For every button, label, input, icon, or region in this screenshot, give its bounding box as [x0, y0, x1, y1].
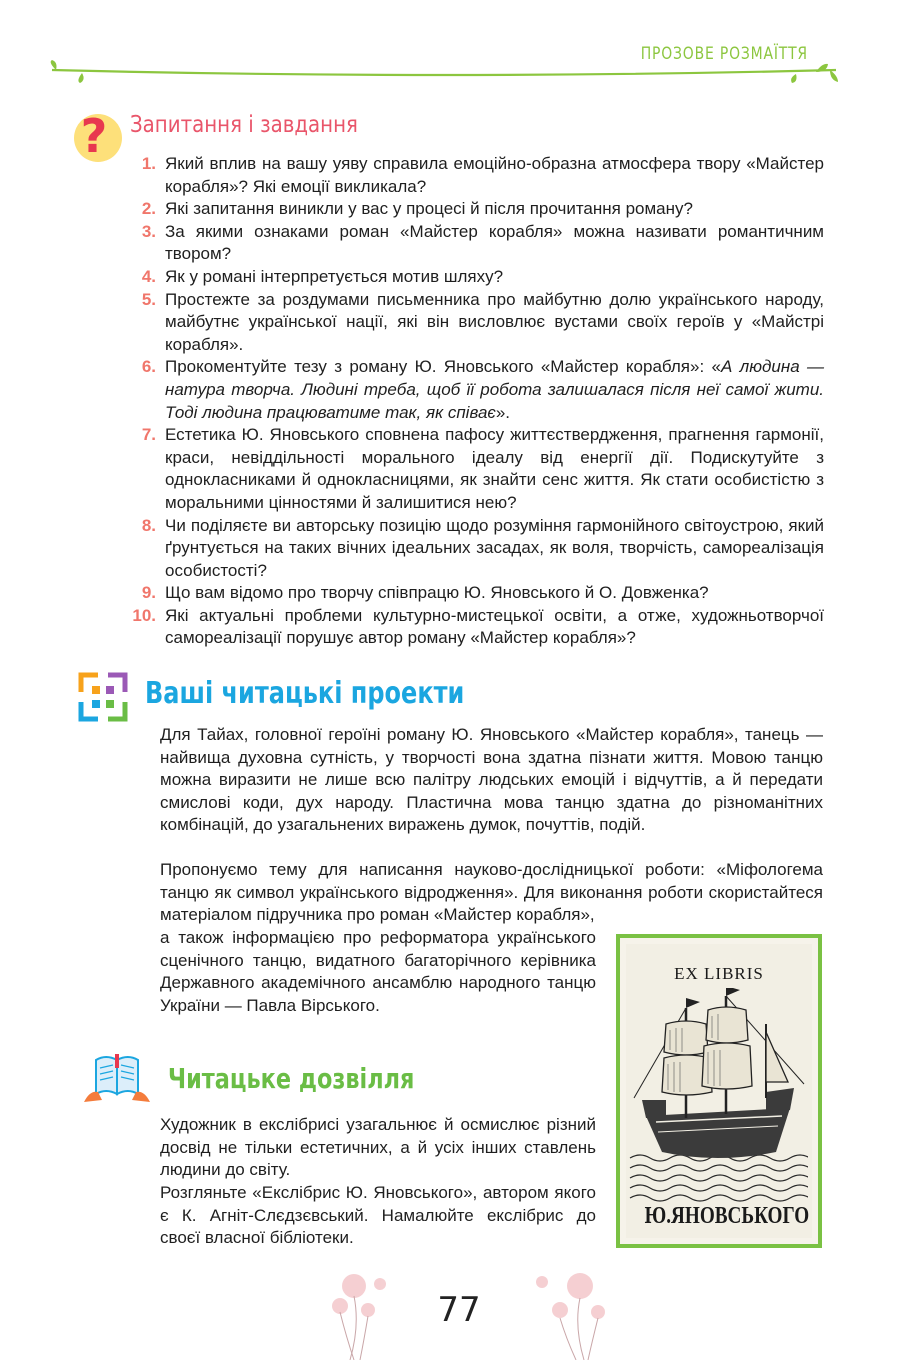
question-text: Чи поділяєте ви авторську позицію щодо розуміння гармонійного світоустрою, який ґрунтується на таких вічних ідеальних засадах, як воля, творчість, самореалізація особистості? [165, 515, 824, 580]
question-item [124, 582, 824, 605]
question-number: 3. [141, 221, 156, 241]
question-text: Які актуальні проблеми культурно-мистецької освіти, а отже, художньотворчої самореалізації порушує автор роману «Майстер корабля»? [165, 605, 824, 648]
question-text: Як у романі інтерпретується мотив шляху? [165, 266, 504, 286]
bookplate-image [616, 934, 822, 1248]
questions-title: Запитання і завдання [130, 112, 358, 138]
question-number: 1. [141, 154, 156, 173]
bookplate-inner [626, 944, 812, 1238]
bookplate-bottom-text: Ю.ЯНОВСЬКОГО [644, 1203, 810, 1229]
projects-paragraph-3: а також інформацією про реформатора українського сценічного танцю, видатного багаторічного керівника Державного академічного ансамблю народного танцю України — Павла Вірського. [160, 928, 596, 1015]
question-item [124, 356, 824, 424]
question-number: 9. [141, 583, 156, 603]
leisure-paragraph-2: Розгляньте «Екслібрис Ю. Яновського», автором якого є К. Агніт-Слєдзєвський. Намалюйте екслібрис до своєї власної бібліотеки. [160, 1183, 596, 1248]
question-text-after: ». [495, 402, 511, 422]
header-vine-rule [46, 60, 841, 84]
running-head: ПРОЗОВЕ РОЗМАЇТТЯ [640, 44, 808, 64]
question-mark-icon [70, 108, 122, 164]
projects-paragraph-2: Пропонуємо тему для написання науково-дослідницької роботи: «Міфологема танцю як символ українського відродження». Для виконання роботи скористайтеся матеріалом підручника про роман «Майстер корабля», [160, 860, 823, 925]
questions-list [124, 153, 824, 650]
question-item [124, 221, 824, 266]
question-number: 6. [141, 357, 156, 377]
question-text [165, 356, 824, 424]
question-number: 5. [141, 289, 156, 309]
question-item [124, 605, 824, 650]
open-book-hands-icon [82, 1050, 152, 1106]
projects-paragraph-1: Для Тайах, головної героїні роману Ю. Яновського «Майстер корабля», танець — найвища духовна сутність, у творчості вона здатна пізнати життя. Мовою танцю можна виразити не лише всю палітру людських емоцій і відчуттів, а й передати смислові коди, дух народу. Пластична мова танцю здатна до різноманітних комбінацій, до узагальнених виражень думок, почуттів, подій. [160, 725, 823, 835]
sailing-ship-illustration [626, 988, 808, 1204]
puzzle-frame-icon [78, 672, 128, 722]
leisure-title: Читацьке дозвілля [168, 1062, 415, 1095]
question-item [124, 198, 824, 221]
leisure-paragraph-1: Художник в екслібрисі узагальнює й осмислює різний досвід не тільки естетичних, а й усіх інших ставлень людини до світу. [160, 1115, 596, 1180]
question-number: 2. [141, 199, 156, 219]
question-number: 7. [141, 425, 156, 445]
question-text: За якими ознаками роман «Майстер корабля» можна називати романтичним твором? [165, 221, 824, 264]
svg-text:?: ? [80, 109, 108, 163]
question-text: Які запитання виникли у вас у процесі й після прочитання роману? [165, 199, 693, 219]
page-number: 77 [437, 1290, 481, 1330]
question-item [124, 153, 824, 198]
question-text: Естетика Ю. Яновського сповнена пафосу життєствердження, прагнення гармонії, краси, невіддільності морального ідеалу від енергії дії. Подискутуйте з однокласниками й однокласницями, як знайти сенс життя. Як стати особистістю з моральними цінностями й залишитися нею? [165, 425, 824, 512]
projects-title: Ваші читацькі проекти [145, 676, 465, 711]
question-item [124, 266, 824, 289]
question-item [124, 424, 824, 514]
question-text: Що вам відомо про творчу співпрацю Ю. Яновського й О. Довженка? [165, 583, 709, 603]
question-text-before: Прокоментуйте тезу з роману Ю. Яновського «Майстер корабля»: « [165, 357, 721, 377]
question-item [124, 515, 824, 583]
bookplate-top-text: EX LIBRIS [674, 964, 764, 983]
question-text: Простежте за роздумами письменника про майбутню долю українського народу, майбутнє української нації, які він висловлює вустами своїх героїв у «Майстрі корабля». [165, 289, 824, 354]
question-item [124, 289, 824, 357]
question-text: Який вплив на вашу уяву справила емоційно-образна атмосфера твору «Майстер корабля»? Які емоції викликала? [165, 154, 824, 196]
question-number: 4. [141, 266, 156, 286]
question-number: 8. [141, 515, 156, 535]
question-number: 10. [132, 605, 156, 625]
question-quote-italic: А людина — натура творча. Людині треба, щоб її робота залишалася після неї самої жити. Тоді людина працюватиме так, як співає [165, 357, 824, 422]
